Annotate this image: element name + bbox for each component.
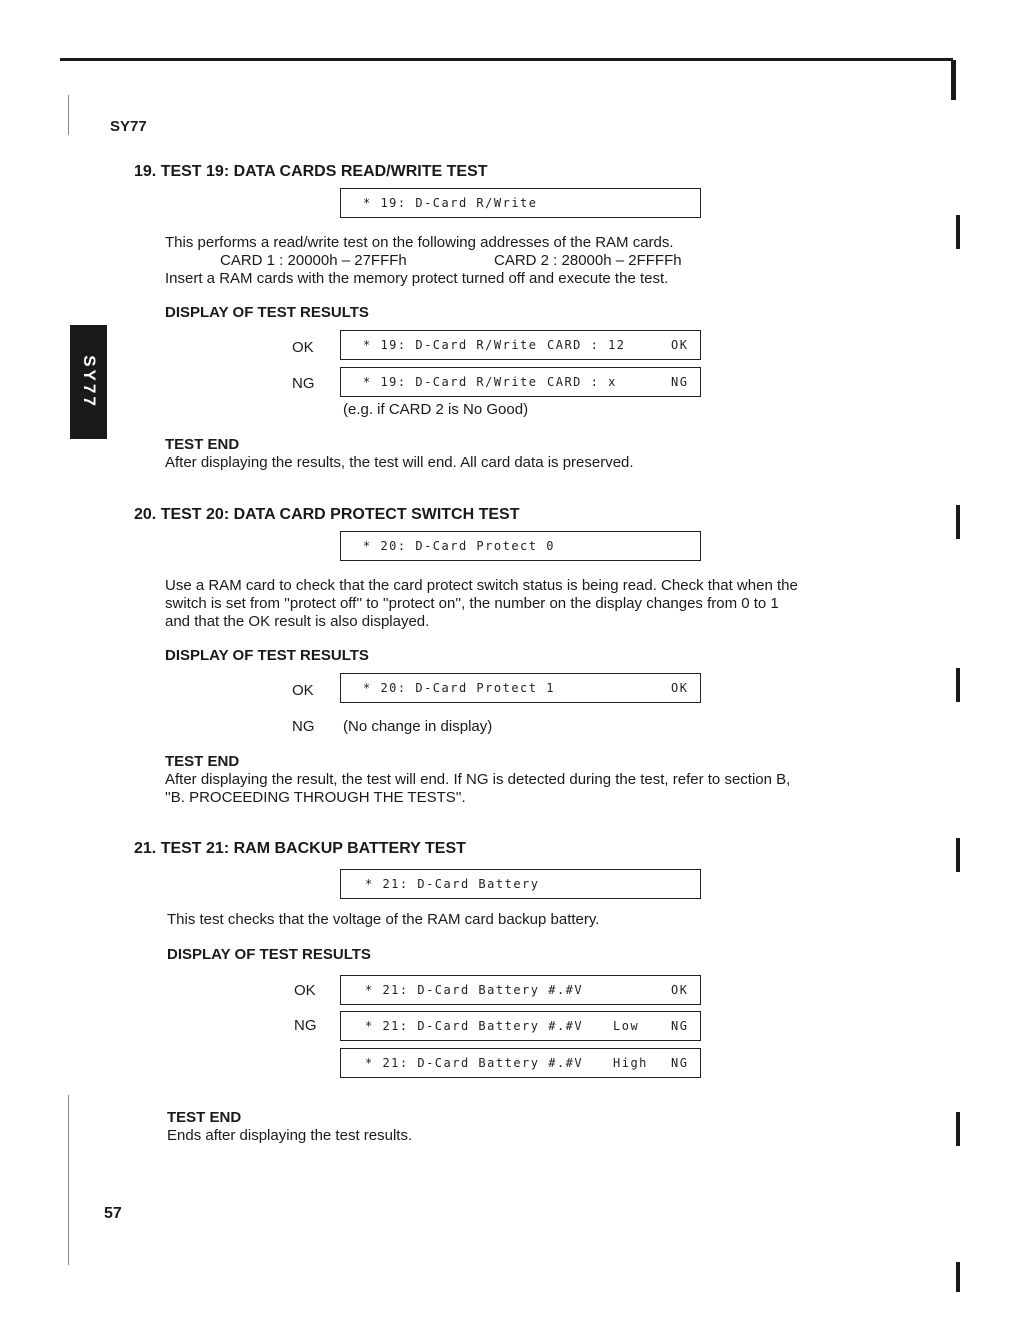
section-19-ng-display [340,367,701,397]
lcd-card: CARD : 12 [547,338,626,352]
lcd-status: NG [671,375,689,389]
section-19-ng-note: (e.g. if CARD 2 is No Good) [343,401,529,418]
side-tab [70,325,107,439]
section-19-card1-range: CARD 1 : 20000h – 27FFFh [220,252,407,269]
lcd-status: NG [671,1019,689,1033]
section-20-desc-line3: and that the OK result is also displayed. [165,613,430,630]
section-21-end-text: Ends after displaying the test results. [167,1127,413,1144]
section-21-display [340,869,701,899]
lcd-text: * 19: D-Card R/Write [363,375,538,389]
lcd-text: * 21: D-Card Battery [365,877,540,891]
section-20-desc-line1: Use a RAM card to check that the card protect switch status is being read. Check that when the [165,577,798,594]
left-rule [68,95,69,135]
page-number: 57 [104,1205,122,1222]
lcd-status: OK [671,338,689,352]
section-20-end-line2: ''B. PROCEEDING THROUGH THE TESTS''. [165,789,466,806]
lcd-status: NG [671,1056,689,1070]
ng-label: NG [294,1017,317,1034]
lcd-text: * 20: D-Card Protect 0 [363,539,555,553]
lcd-text: * 21: D-Card Battery #.#V [365,1056,584,1070]
section-19-end-text: After displaying the results, the test will end. All card data is preserved. [165,454,634,471]
lcd-status: OK [671,983,689,997]
top-rule [60,58,953,61]
margin-mark [956,838,960,872]
section-21-ng-high-display [340,1048,701,1078]
margin-mark [956,668,960,702]
corner-mark [951,60,956,100]
lcd-text: * 19: D-Card R/Write [363,196,538,210]
margin-mark [956,505,960,539]
lcd-card: CARD : x [547,375,617,389]
section-19-end-heading: TEST END [165,436,240,453]
section-19-results-heading: DISPLAY OF TEST RESULTS [165,304,369,321]
lcd-level: Low [613,1019,640,1033]
section-21-title: 21. TEST 21: RAM BACKUP BATTERY TEST [134,840,466,857]
margin-mark [956,1262,960,1292]
section-20-ng-note: (No change in display) [343,718,493,735]
section-20-results-heading: DISPLAY OF TEST RESULTS [165,647,369,664]
section-19-title: 19. TEST 19: DATA CARDS READ/WRITE TEST [134,163,488,180]
section-20-display [340,531,701,561]
section-20-title: 20. TEST 20: DATA CARD PROTECT SWITCH TEST [134,506,520,523]
section-20-ok-display [340,673,701,703]
lcd-text: * 21: D-Card Battery #.#V [365,983,584,997]
page-header: SY77 [110,118,147,135]
lcd-text: * 21: D-Card Battery #.#V [365,1019,584,1033]
margin-mark [956,215,960,249]
section-19-card2-range: CARD 2 : 28000h – 2FFFFh [494,252,682,269]
section-19-desc-line1: This performs a read/write test on the following addresses of the RAM cards. [165,234,674,251]
lcd-status: OK [671,681,689,695]
lcd-text: * 20: D-Card Protect 1 [363,681,555,695]
section-21-ng-low-display [340,1011,701,1041]
ok-label: OK [292,339,314,356]
ok-label: OK [294,982,316,999]
section-21-results-heading: DISPLAY OF TEST RESULTS [167,946,371,963]
ok-label: OK [292,682,314,699]
margin-mark [956,1112,960,1146]
left-rule [68,1095,69,1265]
lcd-text: * 19: D-Card R/Write [363,338,538,352]
section-20-desc-line2: switch is set from ''protect off'' to ''protect on'', the number on the display changes from 0 to 1 [165,595,779,612]
lcd-level: High [613,1056,648,1070]
section-19-desc-line3: Insert a RAM cards with the memory protect turned off and execute the test. [165,270,669,287]
ng-label: NG [292,375,315,392]
section-19-display [340,188,701,218]
section-21-ok-display [340,975,701,1005]
side-tab-label: SY77 [79,355,99,409]
section-19-ok-display [340,330,701,360]
section-21-desc-line1: This test checks that the voltage of the RAM card backup battery. [167,911,600,928]
ng-label: NG [292,718,315,735]
section-21-end-heading: TEST END [167,1109,242,1126]
section-20-end-line1: After displaying the result, the test will end. If NG is detected during the test, refer to section B, [165,771,791,788]
section-20-end-heading: TEST END [165,753,240,770]
